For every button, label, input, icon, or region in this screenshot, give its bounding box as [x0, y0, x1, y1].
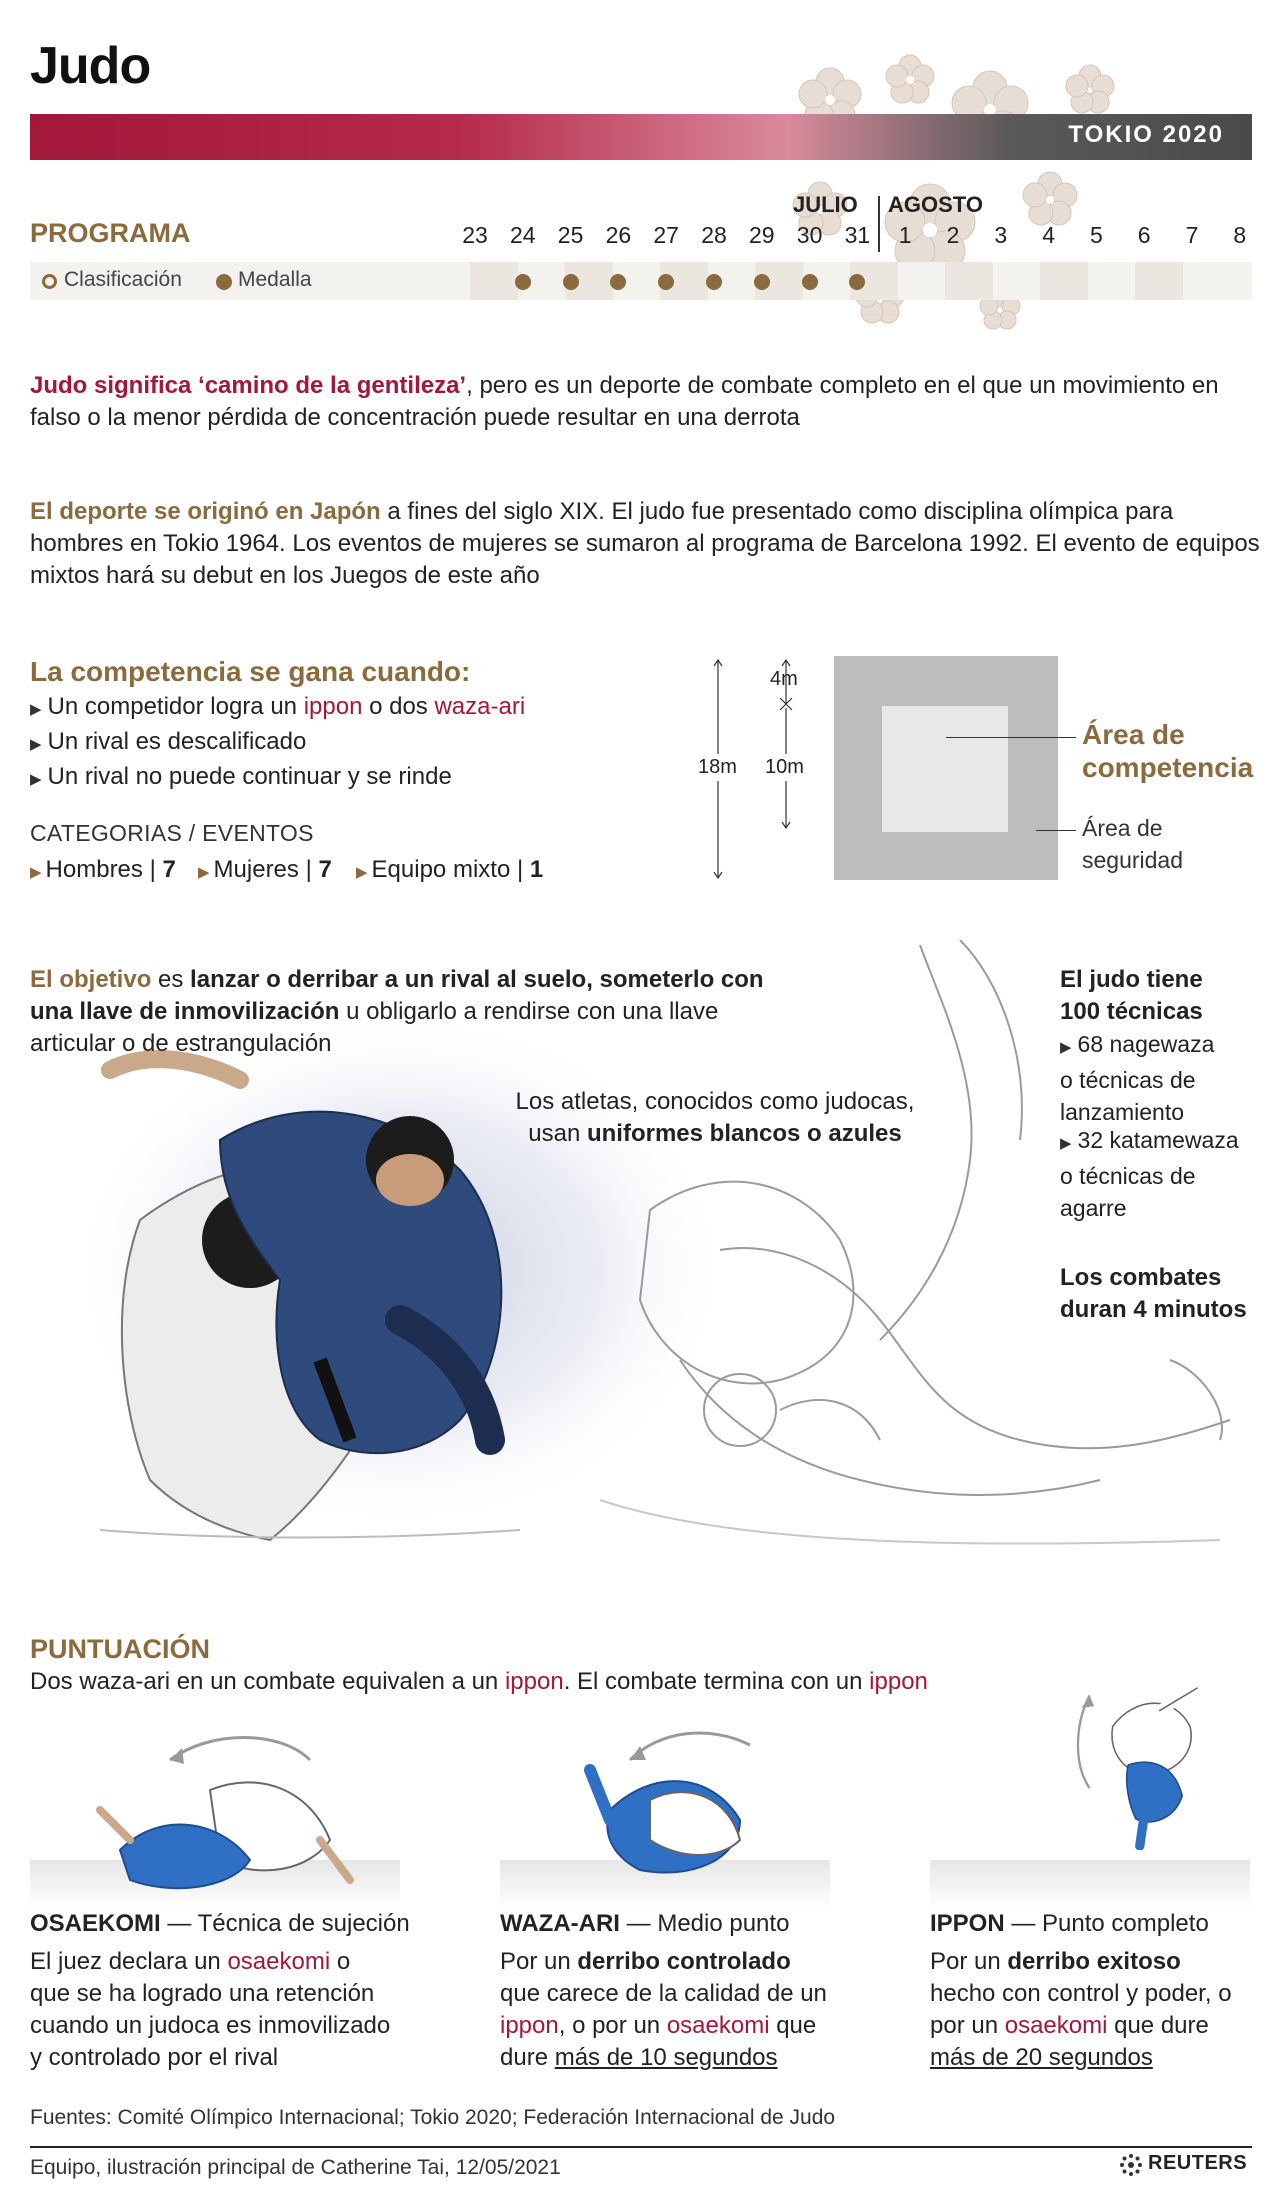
intro-paragraph-1 — [30, 370, 1250, 434]
competition-area-label — [1082, 718, 1253, 784]
intro-text-1: , pero es un deporte de combate completo en el que un movimiento en falso o la menor pérdida de concentración puede resultar en una derrota — [30, 372, 1219, 431]
event-label: TOKIO 2020 — [1068, 121, 1224, 148]
score-duration: más de 10 segundos — [554, 2044, 778, 2071]
win-item-1-text: Un competidor logra un — [47, 693, 304, 720]
reuters-logo-icon — [1118, 2152, 1144, 2178]
scoring-subtitle-text: Dos waza-ari en un combate equivalen a un — [30, 1668, 505, 1695]
schedule-stripe — [1135, 262, 1183, 300]
category-men-count: 7 — [162, 856, 176, 883]
sources-note: Fuentes: Comité Olímpico Internacional; Tokio 2020; Federación Internacional de Judo — [30, 2106, 836, 2129]
qualification-marker-icon — [42, 274, 57, 289]
dimension-inner: 10m — [765, 754, 804, 781]
category-separator: | — [298, 856, 319, 883]
schedule-day: 2 — [946, 222, 960, 248]
score-waza-ari-title — [500, 1910, 900, 1938]
score-line: cuando un judoca es inmovilizado — [30, 2012, 391, 2039]
technique-line: 32 katamewaza — [1077, 1127, 1239, 1153]
score-line: que se ha logrado una retención — [30, 1980, 375, 2007]
safety-area-label-line: Área de — [1082, 815, 1163, 841]
category-women-label: Mujeres — [213, 856, 299, 883]
bullet-triangle-icon: ▶ — [1060, 1135, 1072, 1152]
schedule-day: 6 — [1137, 222, 1151, 248]
win-item-1-text-b: o dos — [362, 693, 435, 720]
schedule-stripe — [470, 262, 518, 300]
technique-line: 68 nagewaza — [1077, 1031, 1215, 1057]
schedule-day: 7 — [1185, 222, 1199, 248]
bout-duration-line: Los combates — [1060, 1264, 1222, 1291]
term-ippon: ippon — [869, 1668, 928, 1695]
score-line — [930, 2042, 1260, 2074]
scoring-heading: PUNTUACIÓN — [30, 1634, 210, 1664]
score-text: , o por un — [558, 2012, 667, 2039]
bullet-triangle-icon: ▶ — [30, 864, 42, 881]
bullet-triangle-icon: ▶ — [198, 864, 210, 881]
scoring-subtitle — [30, 1668, 928, 1696]
win-item-2-text: Un rival es descalificado — [47, 728, 307, 755]
category-mixed-label: Equipo mixto — [371, 856, 511, 883]
medal-day-marker — [754, 274, 770, 290]
technique-line: o técnicas de — [1060, 1067, 1196, 1093]
term-osaekomi: osaekomi — [666, 2012, 770, 2039]
score-ippon-title — [930, 1910, 1260, 1938]
safety-area-label — [1082, 812, 1183, 876]
category-mixed-count: 1 — [529, 856, 544, 883]
score-line: hecho con control y poder, o — [930, 1980, 1232, 2007]
medal-day-marker — [515, 274, 531, 290]
bullet-triangle-icon: ▶ — [356, 864, 368, 881]
schedule-day: 4 — [1042, 222, 1055, 248]
osaekomi-illustration — [60, 1730, 440, 1900]
score-name: OSAEKOMI — [30, 1910, 161, 1937]
category-women — [198, 856, 332, 884]
techniques-heading-line: El judo tiene — [1060, 966, 1203, 993]
score-desc: — Punto completo — [1004, 1910, 1209, 1937]
score-line — [500, 2010, 900, 2042]
score-text: que dure — [1107, 2012, 1209, 2039]
schedule-day: 5 — [1089, 222, 1103, 248]
score-line — [500, 2042, 900, 2074]
win-item-2 — [30, 727, 306, 760]
intro-highlight-2: El deporte se originó en Japón — [30, 498, 381, 525]
schedule-day: 31 — [844, 222, 871, 248]
score-desc: — Técnica de sujeción — [160, 1910, 410, 1937]
athletes-note-line — [500, 1118, 930, 1150]
score-waza-ari — [500, 1910, 900, 2074]
score-name: WAZA-ARI — [500, 1910, 620, 1937]
athletes-note-pre: usan — [528, 1120, 587, 1147]
schedule-day: 23 — [462, 222, 488, 248]
schedule-stripe — [945, 262, 993, 300]
win-item-3 — [30, 762, 452, 795]
intro-text-2: a fines del siglo XIX. El judo fue presentado como disciplina olímpica para hombres en Tokio 1964. Los eventos de mujeres se sumaron al programa de Barcelona 1992. El evento de equipos mixtos hará su debut en los Juegos de este año — [30, 498, 1260, 589]
medal-day-marker — [563, 274, 579, 290]
score-text: Por un — [930, 1948, 1008, 1975]
technique-nagewaza — [1060, 1028, 1214, 1128]
score-text: por un — [930, 2012, 1005, 2039]
score-osaekomi — [30, 1910, 470, 2074]
categories-heading: CATEGORIAS / EVENTOS — [30, 820, 314, 846]
score-text: que — [769, 2012, 817, 2039]
medal-marker-icon — [216, 274, 232, 290]
technique-line: lanzamiento — [1060, 1099, 1185, 1125]
category-mixed — [356, 856, 543, 884]
medal-day-marker — [706, 274, 722, 290]
schedule-day: 28 — [701, 222, 727, 248]
footer-divider — [30, 2146, 1252, 2148]
safety-area-label-line: seguridad — [1082, 847, 1184, 873]
mat-strip — [930, 1860, 1250, 1910]
term-ippon: ippon — [303, 693, 363, 720]
score-name: IPPON — [930, 1910, 1005, 1937]
leader-line — [1036, 830, 1076, 831]
dimension-total: 18m — [698, 754, 737, 781]
score-bold: derribo controlado — [577, 1948, 791, 1975]
competition-area-mat — [882, 706, 1008, 832]
objective-text-b: u obligarlo a rendirse con una llave articular o de estrangulación — [30, 998, 719, 1057]
term-osaekomi: osaekomi — [1004, 2012, 1108, 2039]
score-line — [930, 1946, 1260, 1978]
technique-line: agarre — [1060, 1195, 1127, 1221]
dimension-border: 4m — [770, 668, 798, 690]
schedule-day: 8 — [1233, 222, 1247, 248]
score-line — [500, 1946, 900, 1978]
score-ippon-body — [930, 1946, 1260, 2074]
competition-area-label-line: competencia — [1082, 752, 1254, 783]
score-line — [930, 2010, 1260, 2042]
month-july: JULIO — [793, 192, 858, 217]
term-ippon: ippon — [504, 1668, 564, 1695]
category-men — [30, 856, 176, 884]
win-item-1 — [30, 692, 525, 725]
scoring-subtitle-text: . El combate termina con un — [563, 1668, 870, 1695]
score-waza-ari-body — [500, 1946, 900, 2074]
score-bold: derribo exitoso — [1007, 1948, 1181, 1975]
ippon-illustration — [1000, 1680, 1280, 1850]
bullet-triangle-icon: ▶ — [30, 701, 42, 718]
technique-katamewaza — [1060, 1124, 1239, 1224]
schedule-day: 3 — [994, 222, 1008, 248]
objective-paragraph — [30, 964, 790, 1060]
month-august: AGOSTO — [888, 192, 983, 217]
athletes-note — [500, 1086, 930, 1150]
medal-day-marker — [802, 274, 818, 290]
bullet-triangle-icon: ▶ — [1060, 1039, 1072, 1056]
schedule-day: 1 — [898, 222, 912, 248]
objective-text-a: es — [151, 966, 191, 993]
score-line: y controlado por el rival — [30, 2044, 279, 2071]
term-ippon: ippon — [500, 2012, 559, 2039]
techniques-heading-line: 100 técnicas — [1060, 998, 1203, 1025]
category-women-count: 7 — [318, 856, 332, 883]
waza-ari-illustration — [540, 1720, 920, 1890]
bullet-triangle-icon: ▶ — [30, 736, 42, 753]
score-line: que carece de la calidad de un — [500, 1980, 827, 2007]
legend-qualification: Clasificación — [64, 268, 182, 291]
win-heading: La competencia se gana cuando: — [30, 656, 471, 687]
competition-area-label-line: Área de — [1082, 719, 1185, 750]
win-item-3-text: Un rival no puede continuar y se rinde — [47, 763, 452, 790]
credit-note: Equipo, ilustración principal de Catherine Tai, 12/05/2021 — [30, 2156, 561, 2179]
score-ippon — [930, 1910, 1260, 2074]
leader-line — [946, 737, 1076, 738]
objective-bold: lanzar o derribar a un rival al suelo, someterlo con una llave de inmovilización — [30, 966, 764, 1025]
score-text: dure — [500, 2044, 555, 2071]
schedule-day: 25 — [557, 222, 584, 248]
category-separator: | — [142, 856, 163, 883]
schedule-day: 26 — [605, 222, 632, 248]
category-men-label: Hombres — [45, 856, 143, 883]
month-separator — [878, 196, 880, 252]
term-waza-ari: waza-ari — [434, 693, 526, 720]
objective-highlight: El objetivo — [30, 966, 152, 993]
bout-duration-line: duran 4 minutos — [1060, 1296, 1247, 1323]
schedule-day: 24 — [510, 222, 536, 248]
brand-label: REUTERS — [1148, 2152, 1248, 2174]
technique-line: o técnicas de — [1060, 1163, 1196, 1189]
score-osaekomi-body — [30, 1946, 470, 2074]
page-title: Judo — [30, 37, 151, 95]
schedule-label: PROGRAMA — [30, 218, 191, 248]
score-duration: más de 20 segundos — [930, 2044, 1153, 2071]
schedule-stripe — [1040, 262, 1088, 300]
schedule-day: 30 — [796, 222, 823, 248]
term-osaekomi: osaekomi — [227, 1948, 331, 1975]
score-text: Por un — [500, 1948, 578, 1975]
title-banner — [30, 114, 1252, 160]
legend-medal: Medalla — [238, 268, 312, 291]
bullet-triangle-icon: ▶ — [30, 771, 42, 788]
score-line — [30, 1946, 470, 1978]
athletes-note-line: Los atletas, conocidos como judocas, — [515, 1088, 915, 1115]
techniques-heading — [1060, 964, 1203, 1028]
score-text: El juez declara un — [30, 1948, 228, 1975]
bout-duration — [1060, 1262, 1247, 1326]
schedule-day: 29 — [749, 222, 775, 248]
score-desc: — Medio punto — [619, 1910, 790, 1937]
score-text: o — [330, 1948, 351, 1975]
athletes-note-bold: uniformes blancos o azules — [586, 1120, 902, 1147]
schedule-day: 27 — [653, 222, 679, 248]
score-osaekomi-title — [30, 1910, 470, 1938]
intro-highlight-1: Judo significa ‘camino de la gentileza’ — [30, 372, 467, 399]
intro-paragraph-2 — [30, 496, 1260, 592]
category-separator: | — [510, 856, 530, 883]
